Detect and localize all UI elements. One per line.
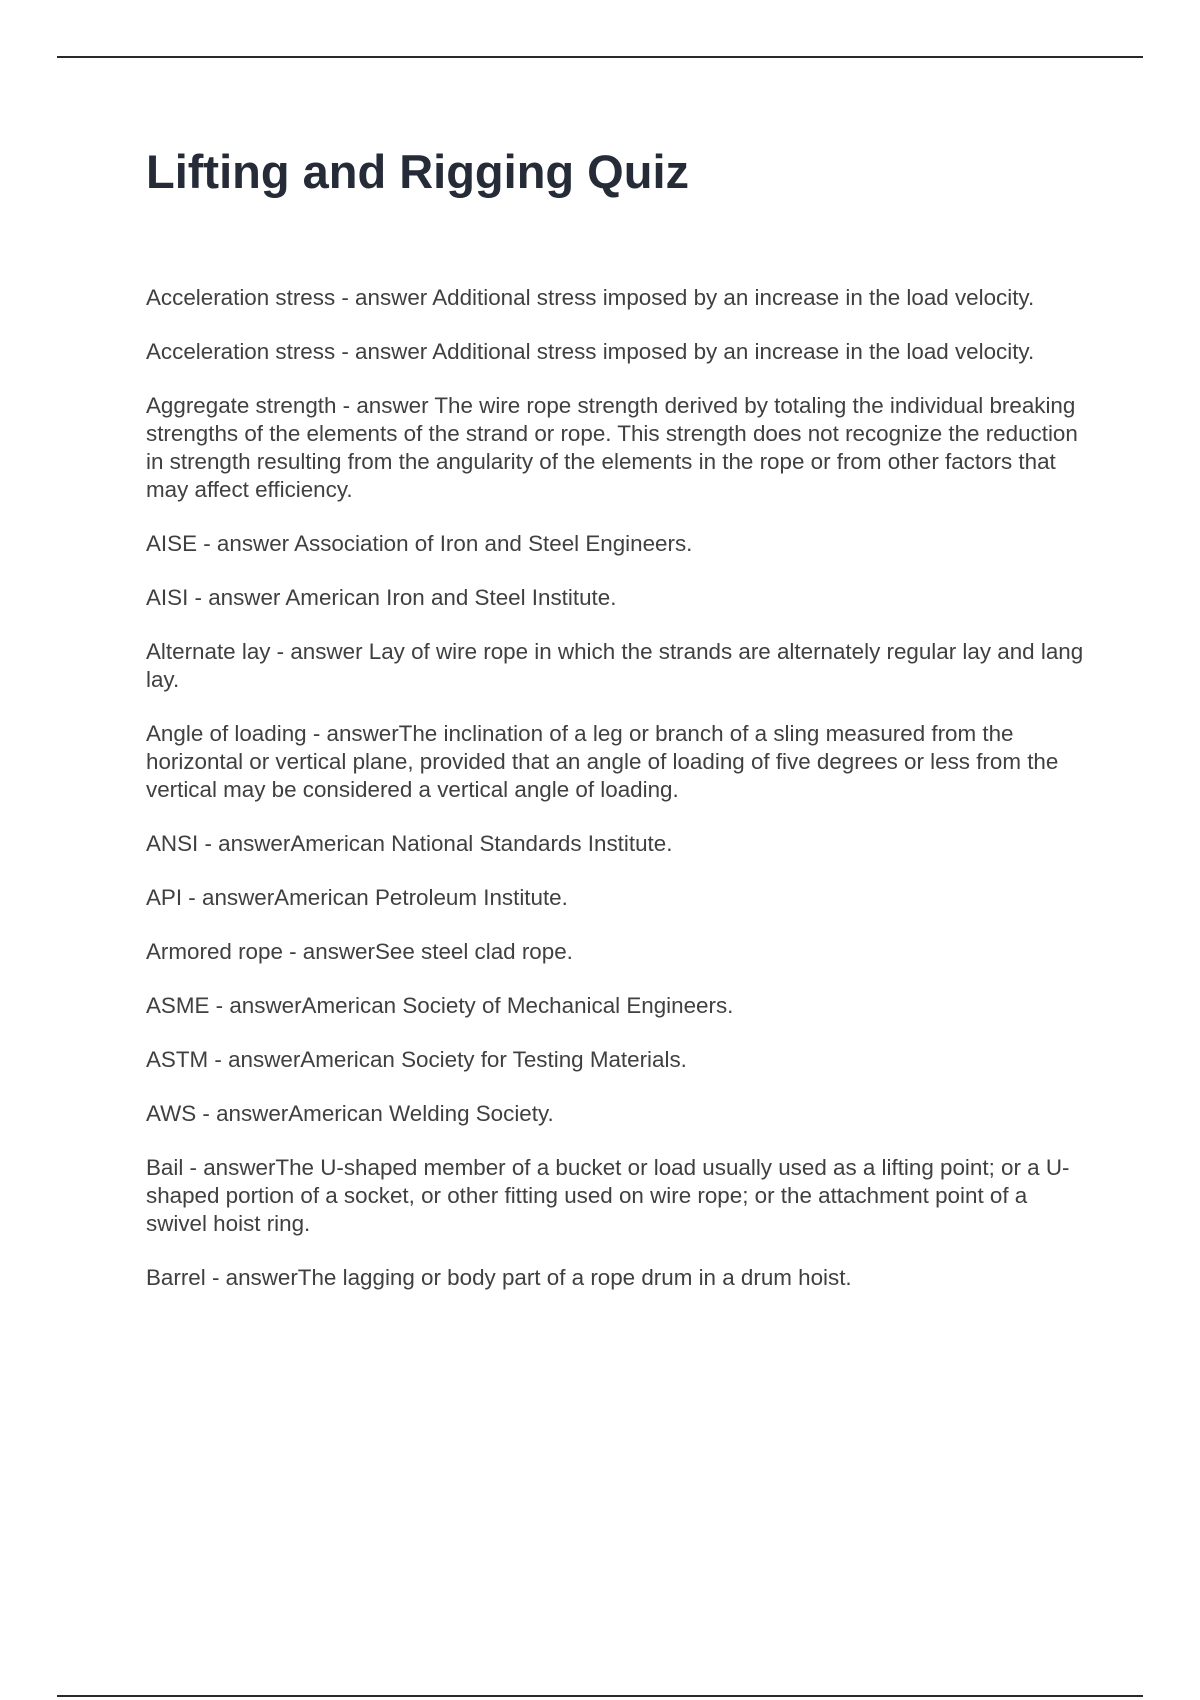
top-rule: [57, 56, 1143, 58]
entry: Acceleration stress - answer Additional stress imposed by an increase in the load velocity.: [146, 339, 1035, 364]
entry: ANSI - answerAmerican National Standards Institute.: [146, 831, 673, 856]
bottom-rule: [57, 1695, 1143, 1697]
entry-list: [146, 284, 1086, 1318]
entry: AWS - answerAmerican Welding Society.: [146, 1101, 554, 1126]
entry: Barrel - answerThe lagging or body part of a rope drum in a drum hoist.: [146, 1265, 852, 1290]
entry: Bail - answerThe U-shaped member of a bucket or load usually used as a lifting point; or a U-shaped portion of a socket, or other fitting used on wire rope; or the attachment point of a swivel hoist ring.: [146, 1155, 1070, 1236]
entry: API - answerAmerican Petroleum Institute.: [146, 885, 568, 910]
entry: Armored rope - answerSee steel clad rope.: [146, 939, 573, 964]
entry: AISI - answer American Iron and Steel Institute.: [146, 585, 617, 610]
entry: ASTM - answerAmerican Society for Testing Materials.: [146, 1047, 687, 1072]
entry: Alternate lay - answer Lay of wire rope in which the strands are alternately regular lay and lang lay.: [146, 639, 1084, 692]
entry: Angle of loading - answerThe inclination of a leg or branch of a sling measured from the horizontal or vertical plane, provided that an angle of loading of five degrees or less from the vertical may be considered a vertical angle of loading.: [146, 721, 1059, 802]
entry: AISE - answer Association of Iron and Steel Engineers.: [146, 531, 693, 556]
entry: Aggregate strength - answer The wire rope strength derived by totaling the individual breaking strengths of the elements of the strand or rope. This strength does not recognize the reduction in strength resulting from the angularity of the elements in the rope or from other factors that may affect efficiency.: [146, 393, 1078, 502]
page-title: Lifting and Rigging Quiz: [146, 145, 690, 198]
entry: ASME - answerAmerican Society of Mechanical Engineers.: [146, 993, 734, 1018]
entry: Acceleration stress - answer Additional stress imposed by an increase in the load velocity.: [146, 285, 1035, 310]
